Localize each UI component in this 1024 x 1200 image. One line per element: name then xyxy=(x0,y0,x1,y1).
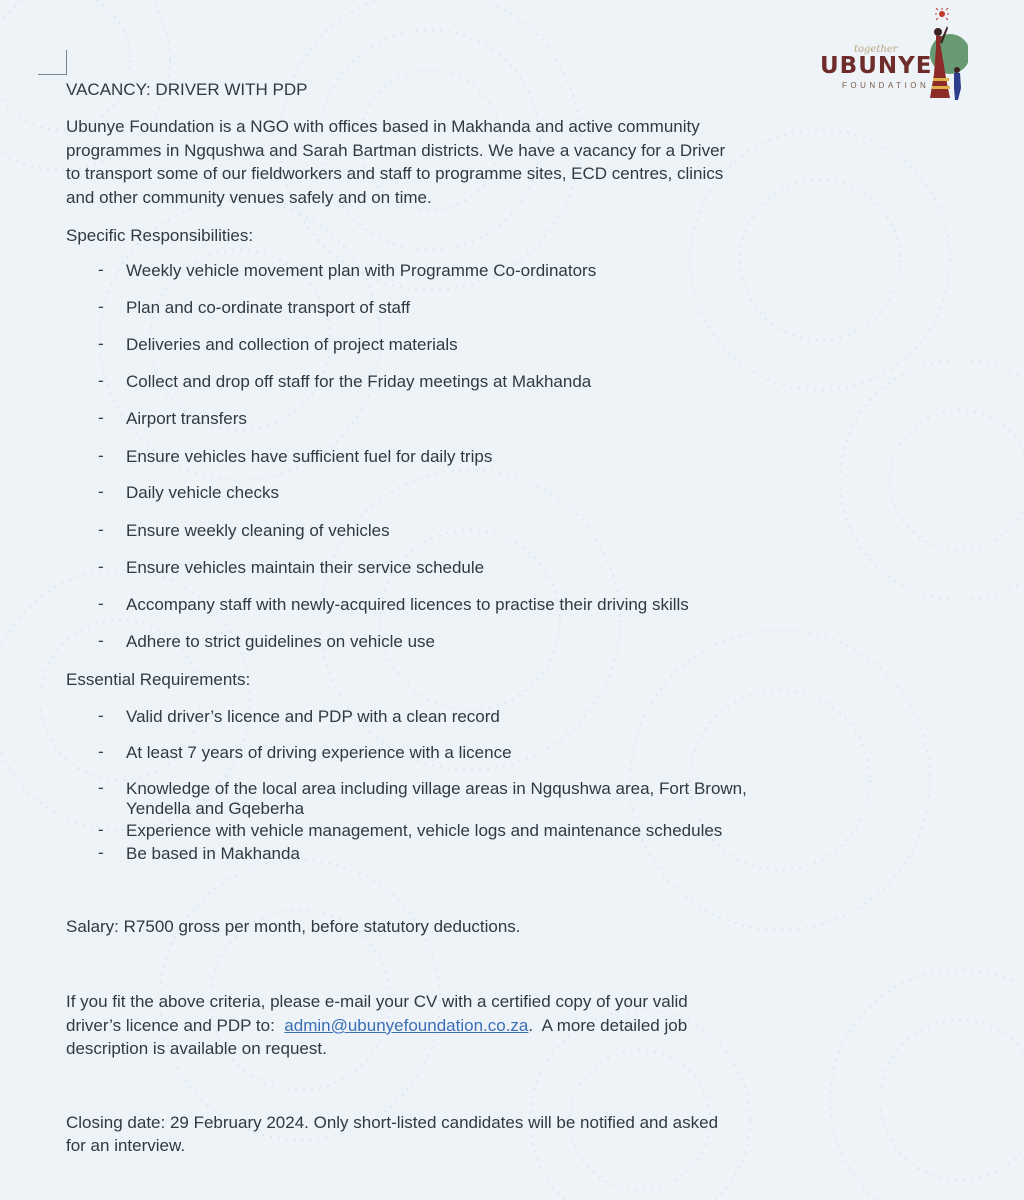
intro-line: to transport some of our fieldworkers and staff to programme sites, ECD centres, clinics xyxy=(66,164,724,183)
list-bullet: - xyxy=(98,482,104,501)
apply-suffix: . A more detailed job xyxy=(528,1016,688,1035)
closing-line: for an interview. xyxy=(66,1136,186,1155)
intro-paragraph xyxy=(66,115,866,209)
list-bullet: - xyxy=(98,820,104,839)
list-item: Ensure weekly cleaning of vehicles xyxy=(126,521,390,540)
requirements-heading: Essential Requirements: xyxy=(66,670,251,689)
closing-line: Closing date: 29 February 2024. Only short-listed candidates will be notified and asked xyxy=(66,1113,719,1132)
ubunye-foundation-logo xyxy=(812,8,964,104)
list-bullet: - xyxy=(98,557,104,576)
woman-child-globe-icon xyxy=(920,8,968,104)
apply-line: If you fit the above criteria, please e-mail your CV with a certified copy of your valid xyxy=(66,992,688,1011)
list-item: Collect and drop off staff for the Friday meetings at Makhanda xyxy=(126,372,592,391)
list-bullet: - xyxy=(98,742,104,761)
list-item: Daily vehicle checks xyxy=(126,483,280,502)
list-item-continuation: Yendella and Gqeberha xyxy=(126,799,305,818)
apply-line: description is available on request. xyxy=(66,1039,327,1058)
list-bullet: - xyxy=(98,371,104,390)
logo-subtitle: FOUNDATION xyxy=(842,81,930,90)
list-bullet: - xyxy=(98,408,104,427)
intro-line: Ubunye Foundation is a NGO with offices based in Makhanda and active community xyxy=(66,117,700,136)
list-item: Be based in Makhanda xyxy=(126,844,300,863)
list-item: At least 7 years of driving experience with a licence xyxy=(126,743,512,762)
list-bullet: - xyxy=(98,706,104,725)
list-item: Deliveries and collection of project materials xyxy=(126,335,458,354)
responsibilities-heading: Specific Responsibilities: xyxy=(66,226,254,245)
apply-line xyxy=(66,1014,687,1037)
logo-name: UBUNYE xyxy=(820,53,933,79)
list-item: Adhere to strict guidelines on vehicle use xyxy=(126,632,436,651)
list-item: Experience with vehicle management, vehicle logs and maintenance schedules xyxy=(126,821,723,840)
email-link[interactable]: admin@ubunyefoundation.co.za xyxy=(284,1016,529,1035)
list-bullet: - xyxy=(98,631,104,650)
list-bullet: - xyxy=(98,843,104,862)
intro-line: programmes in Ngqushwa and Sarah Bartman districts. We have a vacancy for a Driver xyxy=(66,140,726,160)
list-bullet: - xyxy=(98,520,104,539)
list-item: Accompany staff with newly-acquired licences to practise their driving skills xyxy=(126,595,689,614)
list-bullet: - xyxy=(98,334,104,353)
list-item: Ensure vehicles maintain their service schedule xyxy=(126,558,485,577)
apply-prefix: driver’s licence and PDP to: xyxy=(66,1016,285,1035)
list-bullet: - xyxy=(98,260,104,279)
list-item: Ensure vehicles have sufficient fuel for daily trips xyxy=(126,447,493,466)
salary-text: Salary: R7500 gross per month, before statutory deductions. xyxy=(66,917,521,936)
logo-tagline: together xyxy=(854,44,898,55)
list-item: Valid driver’s licence and PDP with a clean record xyxy=(126,707,500,726)
list-item: Airport transfers xyxy=(126,409,247,428)
list-bullet: - xyxy=(98,446,104,465)
list-item: Knowledge of the local area including village areas in Ngqushwa area, Fort Brown, xyxy=(126,779,747,798)
list-bullet: - xyxy=(98,594,104,613)
list-item: Weekly vehicle movement plan with Programme Co-ordinators xyxy=(126,261,597,280)
list-item: Plan and co-ordinate transport of staff xyxy=(126,298,411,317)
page-title: VACANCY: DRIVER WITH PDP xyxy=(66,80,308,99)
list-bullet: - xyxy=(98,778,104,797)
corner-crop-mark xyxy=(38,50,67,75)
intro-line: and other community venues safely and on time. xyxy=(66,187,432,207)
list-bullet: - xyxy=(98,297,104,316)
